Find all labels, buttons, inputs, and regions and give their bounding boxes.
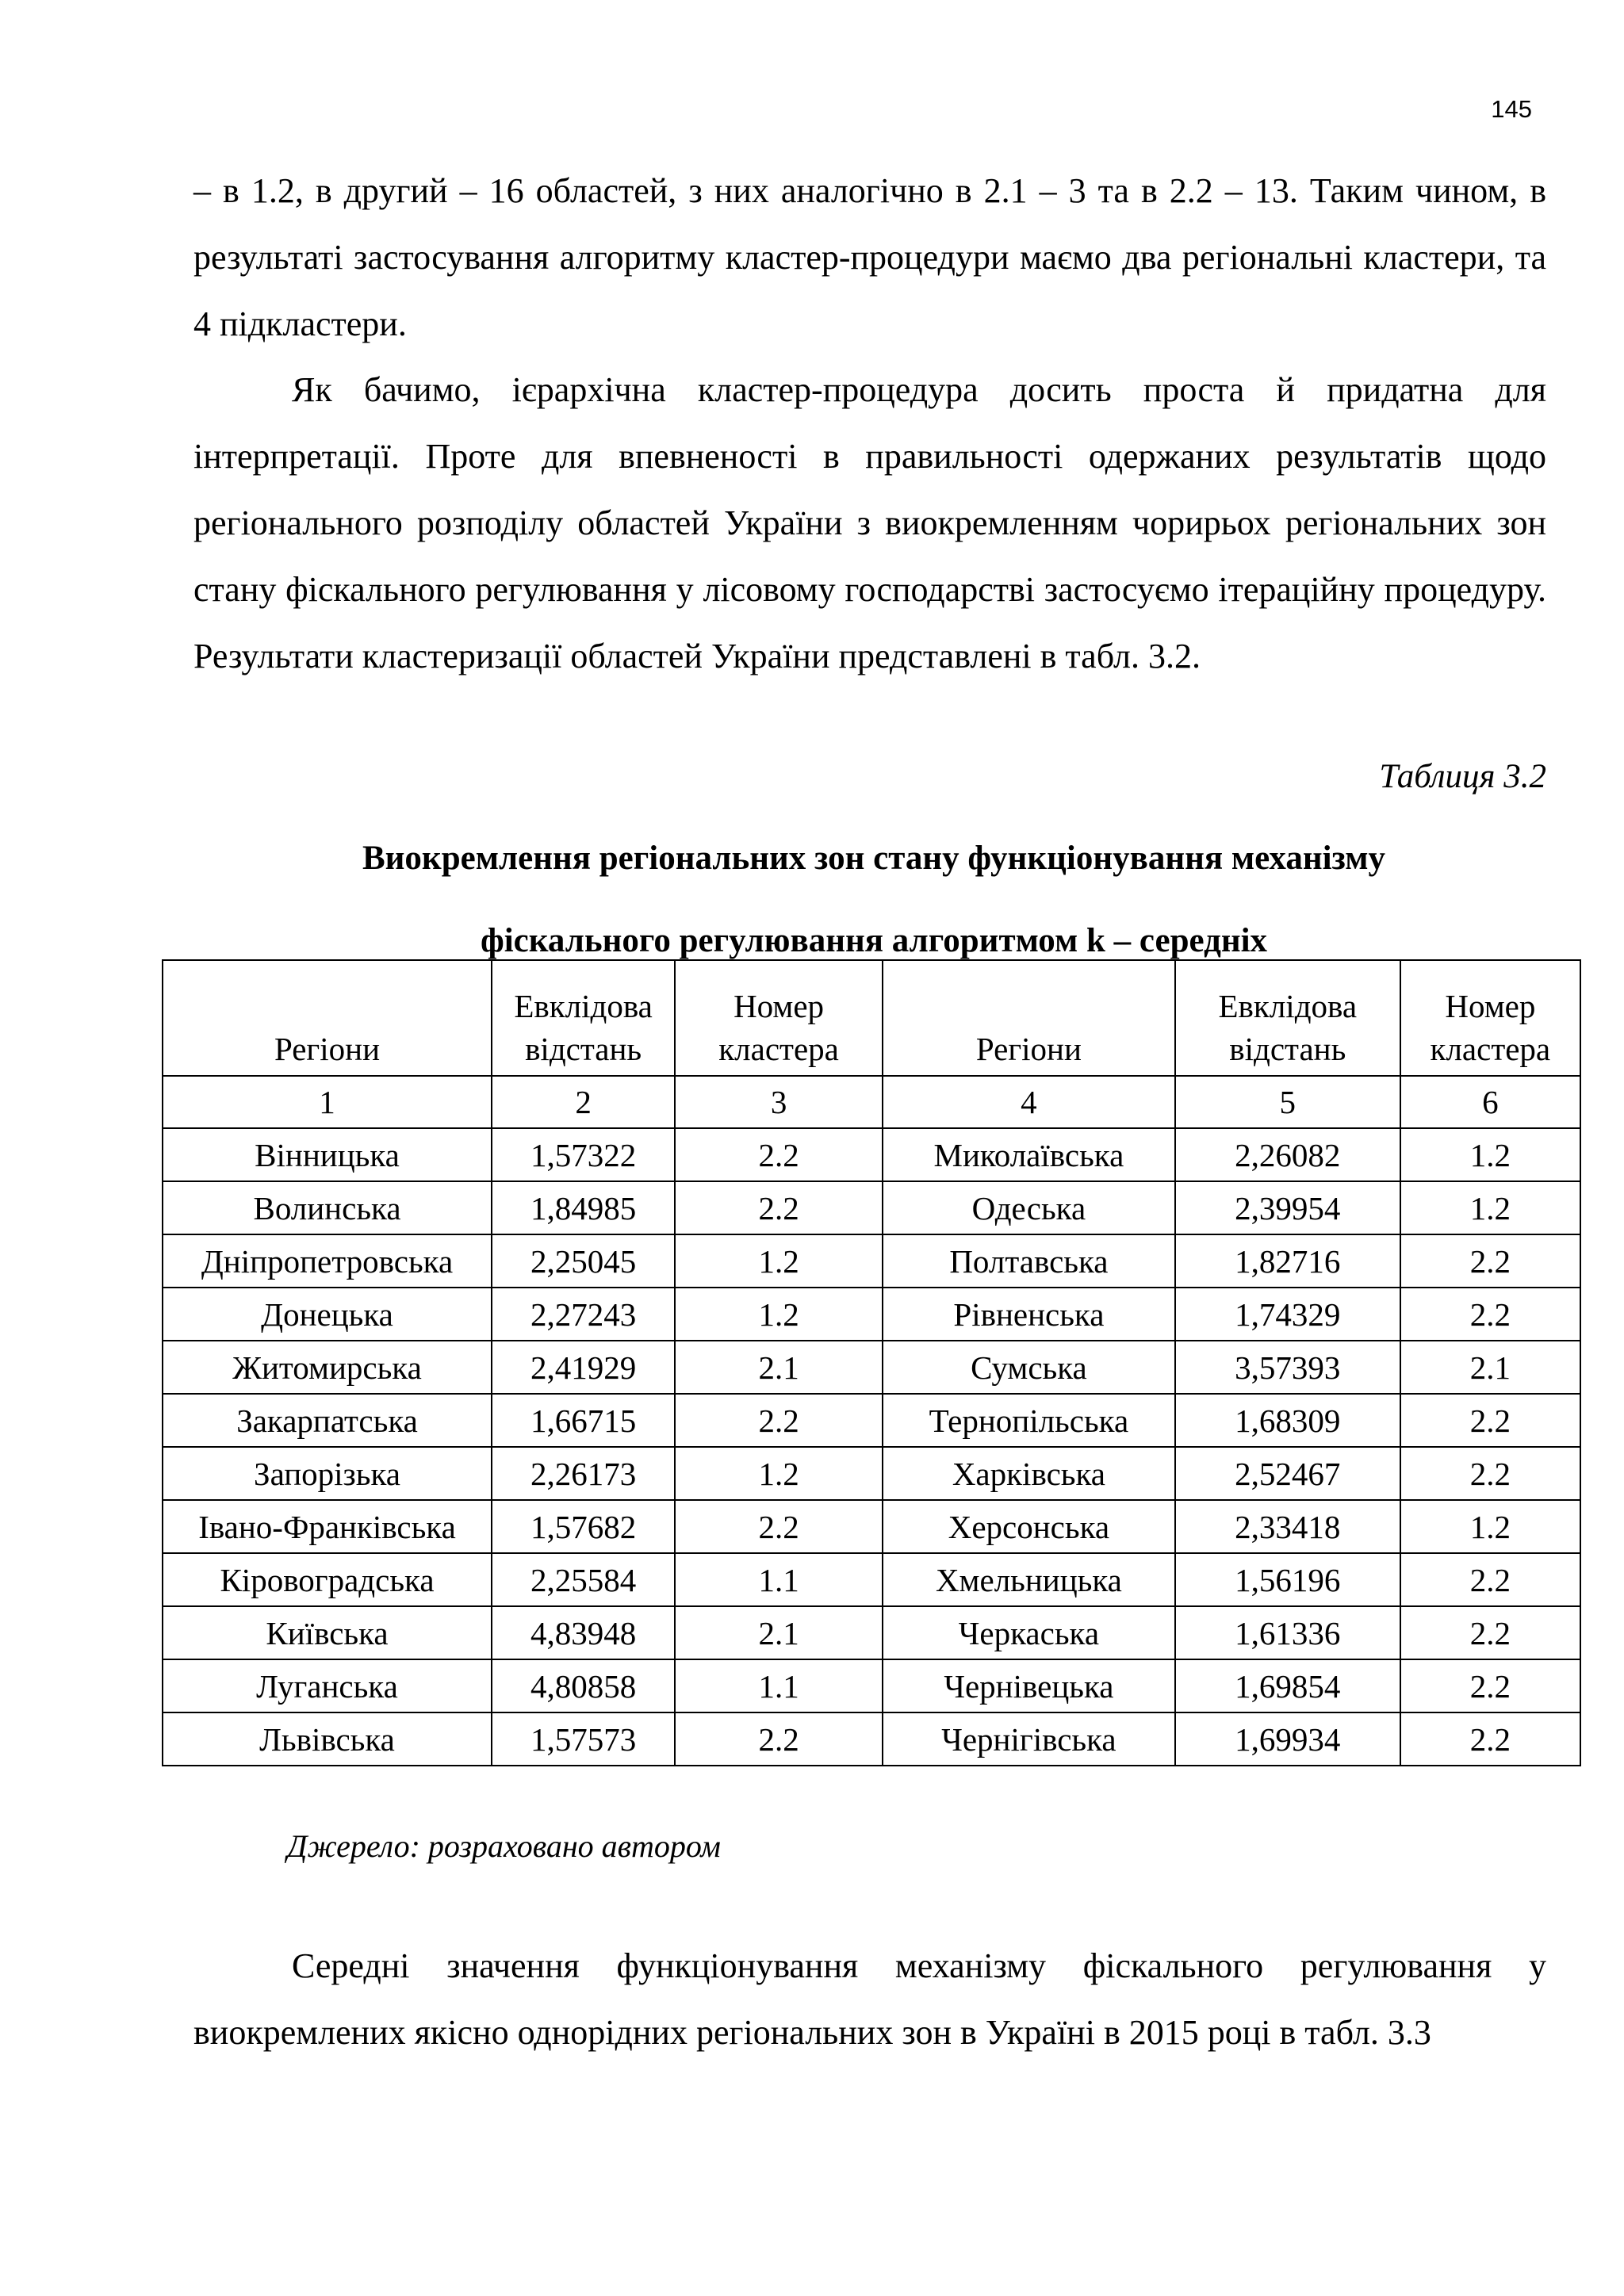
paragraph-2: [193, 357, 1546, 690]
cluster-left-cell: 2.1: [675, 1341, 883, 1394]
distance-left-cell: 1,84985: [492, 1181, 675, 1234]
cluster-left-cell: 2.2: [675, 1712, 883, 1766]
header-cluster-right-line-1: Номер: [1445, 988, 1536, 1024]
regions-table: [162, 959, 1581, 1766]
header-cluster-right-line-2: кластера: [1430, 1031, 1551, 1067]
cluster-right-cell: 1.2: [1400, 1181, 1580, 1234]
distance-left-cell: 4,80858: [492, 1659, 675, 1712]
region-left-cell: Київська: [163, 1606, 492, 1659]
distance-left-cell: 1,57322: [492, 1128, 675, 1181]
cluster-right-cell: 2.2: [1400, 1394, 1580, 1447]
header-distance-left: [492, 960, 675, 1076]
table-source: Джерело: розраховано автором: [287, 1828, 721, 1864]
table-title: [87, 817, 1624, 982]
region-left-cell: Івано-Франківська: [163, 1500, 492, 1553]
table-title-line-2: фіскального регулювання алгоритмом k – середніх: [480, 922, 1268, 959]
distance-left-cell: 2,41929: [492, 1341, 675, 1394]
table-row: [163, 1234, 1580, 1288]
cluster-right-cell: 2.2: [1400, 1447, 1580, 1500]
region-left-cell: Запорізька: [163, 1447, 492, 1500]
header-cluster-right: [1400, 960, 1580, 1076]
cluster-right-cell: 2.2: [1400, 1553, 1580, 1606]
header-cluster-left-line-1: Номер: [733, 988, 825, 1024]
region-right-cell: Чернігівська: [883, 1712, 1175, 1766]
paragraph-1: [193, 158, 1546, 358]
region-left-cell: Волинська: [163, 1181, 492, 1234]
cluster-right-cell: 2.2: [1400, 1712, 1580, 1766]
region-right-cell: Харківська: [883, 1447, 1175, 1500]
cluster-left-cell: 1.2: [675, 1447, 883, 1500]
table-row: [163, 1447, 1580, 1500]
distance-left-cell: 1,66715: [492, 1394, 675, 1447]
cluster-right-cell: 2.2: [1400, 1659, 1580, 1712]
cluster-right-cell: 2.2: [1400, 1288, 1580, 1341]
column-number-row: [163, 1076, 1580, 1128]
table-title-line-1: Виокремлення регіональних зон стану функціонування механізму: [362, 840, 1386, 877]
cluster-right-cell: 2.2: [1400, 1234, 1580, 1288]
table-body: [163, 1128, 1580, 1766]
region-right-cell: Тернопільська: [883, 1394, 1175, 1447]
distance-right-cell: 2,26082: [1175, 1128, 1400, 1181]
table-row: [163, 1181, 1580, 1234]
table-row: [163, 1341, 1580, 1394]
table-row: [163, 1553, 1580, 1606]
cluster-right-cell: 2.1: [1400, 1341, 1580, 1394]
region-right-cell: Херсонська: [883, 1500, 1175, 1553]
table-label: Таблиця 3.2: [1379, 758, 1546, 795]
column-number: 1: [163, 1076, 492, 1128]
distance-left-cell: 1,57573: [492, 1712, 675, 1766]
region-right-cell: Рівненська: [883, 1288, 1175, 1341]
distance-left-cell: 1,57682: [492, 1500, 675, 1553]
header-distance-right-line-1: Евклідова: [1218, 988, 1358, 1024]
region-left-cell: Донецька: [163, 1288, 492, 1341]
cluster-left-cell: 2.2: [675, 1128, 883, 1181]
distance-right-cell: 3,57393: [1175, 1341, 1400, 1394]
cluster-left-cell: 1.2: [675, 1234, 883, 1288]
cluster-right-cell: 2.2: [1400, 1606, 1580, 1659]
column-number: 5: [1175, 1076, 1400, 1128]
distance-right-cell: 2,52467: [1175, 1447, 1400, 1500]
distance-left-cell: 2,25045: [492, 1234, 675, 1288]
cluster-right-cell: 1.2: [1400, 1500, 1580, 1553]
region-left-cell: Львівська: [163, 1712, 492, 1766]
distance-right-cell: 1,69854: [1175, 1659, 1400, 1712]
table-row: [163, 1712, 1580, 1766]
table-row: [163, 1394, 1580, 1447]
distance-left-cell: 4,83948: [492, 1606, 675, 1659]
distance-right-cell: 1,61336: [1175, 1606, 1400, 1659]
header-cluster-left: [675, 960, 883, 1076]
header-distance-left-line-1: Евклідова: [514, 988, 653, 1024]
distance-left-cell: 2,25584: [492, 1553, 675, 1606]
column-number: 2: [492, 1076, 675, 1128]
cluster-left-cell: 1.1: [675, 1659, 883, 1712]
distance-left-cell: 2,26173: [492, 1447, 675, 1500]
cluster-left-cell: 1.1: [675, 1553, 883, 1606]
paragraph-3-text: Середні значення функціонування механізму фіскального регулювання у виокремлених якісно однорідних регіональних зон в Україні в 2015 році в табл. 3.3: [193, 1946, 1546, 2052]
distance-right-cell: 1,82716: [1175, 1234, 1400, 1288]
table-row: [163, 1659, 1580, 1712]
header-region-left: Регіони: [163, 960, 492, 1076]
cluster-left-cell: 2.2: [675, 1181, 883, 1234]
table-header-row: [163, 960, 1580, 1076]
table-row: [163, 1606, 1580, 1659]
region-right-cell: Черкаська: [883, 1606, 1175, 1659]
region-right-cell: Миколаївська: [883, 1128, 1175, 1181]
distance-right-cell: 2,39954: [1175, 1181, 1400, 1234]
region-right-cell: Чернівецька: [883, 1659, 1175, 1712]
table-row: [163, 1500, 1580, 1553]
distance-left-cell: 2,27243: [492, 1288, 675, 1341]
column-number: 3: [675, 1076, 883, 1128]
region-right-cell: Сумська: [883, 1341, 1175, 1394]
region-left-cell: Кіровоградська: [163, 1553, 492, 1606]
distance-right-cell: 1,74329: [1175, 1288, 1400, 1341]
paragraph-1-text: – в 1.2, в другий – 16 областей, з них аналогічно в 2.1 – 3 та в 2.2 – 13. Таким чином, в результаті застосування алгоритму кластер-процедури маємо два регіональні кластери, та 4 підкластери.: [193, 171, 1546, 343]
column-number: 6: [1400, 1076, 1580, 1128]
header-region-right: Регіони: [883, 960, 1175, 1076]
header-distance-left-line-2: відстань: [525, 1031, 642, 1067]
distance-right-cell: 1,56196: [1175, 1553, 1400, 1606]
distance-right-cell: 2,33418: [1175, 1500, 1400, 1553]
region-left-cell: Житомирська: [163, 1341, 492, 1394]
cluster-left-cell: 2.2: [675, 1500, 883, 1553]
table-row: [163, 1288, 1580, 1341]
distance-right-cell: 1,68309: [1175, 1394, 1400, 1447]
region-right-cell: Полтавська: [883, 1234, 1175, 1288]
cluster-left-cell: 1.2: [675, 1288, 883, 1341]
header-distance-right: [1175, 960, 1400, 1076]
column-number: 4: [883, 1076, 1175, 1128]
table-row: [163, 1128, 1580, 1181]
distance-right-cell: 1,69934: [1175, 1712, 1400, 1766]
header-cluster-left-line-2: кластера: [718, 1031, 839, 1067]
header-distance-right-line-2: відстань: [1229, 1031, 1346, 1067]
cluster-left-cell: 2.1: [675, 1606, 883, 1659]
region-left-cell: Вінницька: [163, 1128, 492, 1181]
cluster-right-cell: 1.2: [1400, 1128, 1580, 1181]
region-left-cell: Дніпропетровська: [163, 1234, 492, 1288]
paragraph-3: [193, 1933, 1546, 2066]
cluster-left-cell: 2.2: [675, 1394, 883, 1447]
region-left-cell: Закарпатська: [163, 1394, 492, 1447]
paragraph-2-text: Як бачимо, ієрархічна кластер-процедура досить проста й придатна для інтерпретації. Проте для впевненості в правильності одержаних результатів щодо регіонального розподілу областей України з виокремленням чорирьох регіональних зон стану фіскального регулювання у лісовому господарстві застосуємо ітераційну процедуру. Результати кластеризації областей України представлені в табл. 3.2.: [193, 370, 1546, 675]
region-left-cell: Луганська: [163, 1659, 492, 1712]
region-right-cell: Хмельницька: [883, 1553, 1175, 1606]
page-number: 145: [1491, 95, 1532, 123]
region-right-cell: Одеська: [883, 1181, 1175, 1234]
